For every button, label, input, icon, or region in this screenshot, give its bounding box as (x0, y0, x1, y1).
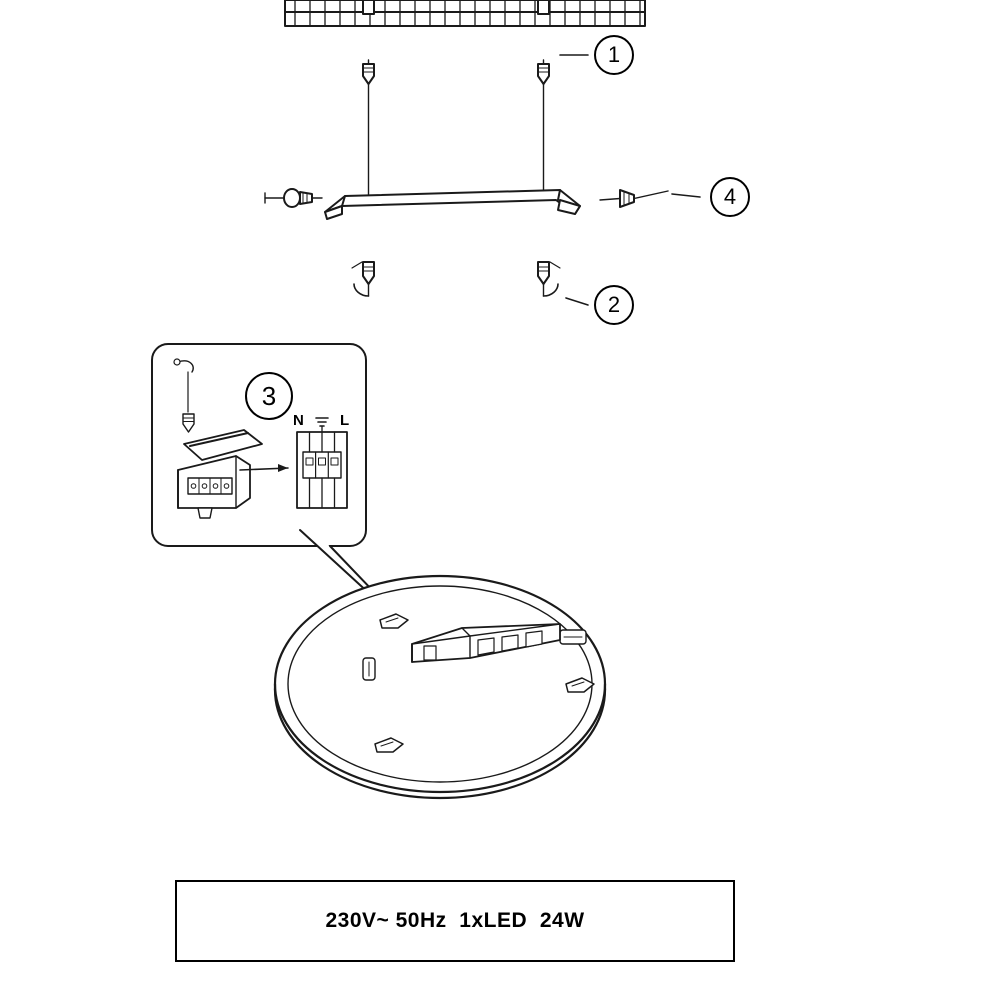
ceiling-plate-group (285, 0, 645, 26)
mount-boss-left (363, 658, 375, 680)
screw-bar-right (600, 190, 668, 207)
screw-upper-left (363, 60, 374, 196)
screw-bar-left (265, 189, 322, 207)
step-badge-2: 2 (594, 285, 634, 325)
terminal-block (297, 418, 347, 508)
mount-slot-right (560, 630, 586, 644)
anchor-right (538, 262, 560, 296)
mounting-bar (325, 190, 580, 219)
terminal-label-live: L (340, 412, 350, 429)
terminal-label-neutral: N (293, 412, 304, 429)
luminaire-body (275, 576, 605, 798)
specification-text: 230V~ 50Hz 1xLED 24W (325, 909, 585, 932)
anchor-left (352, 262, 374, 296)
step-badge-3: 3 (245, 372, 293, 420)
step-badge-4: 4 (710, 177, 750, 217)
specification-box (175, 880, 735, 962)
step-badge-1: 1 (594, 35, 634, 75)
screw-upper-right (538, 60, 549, 196)
